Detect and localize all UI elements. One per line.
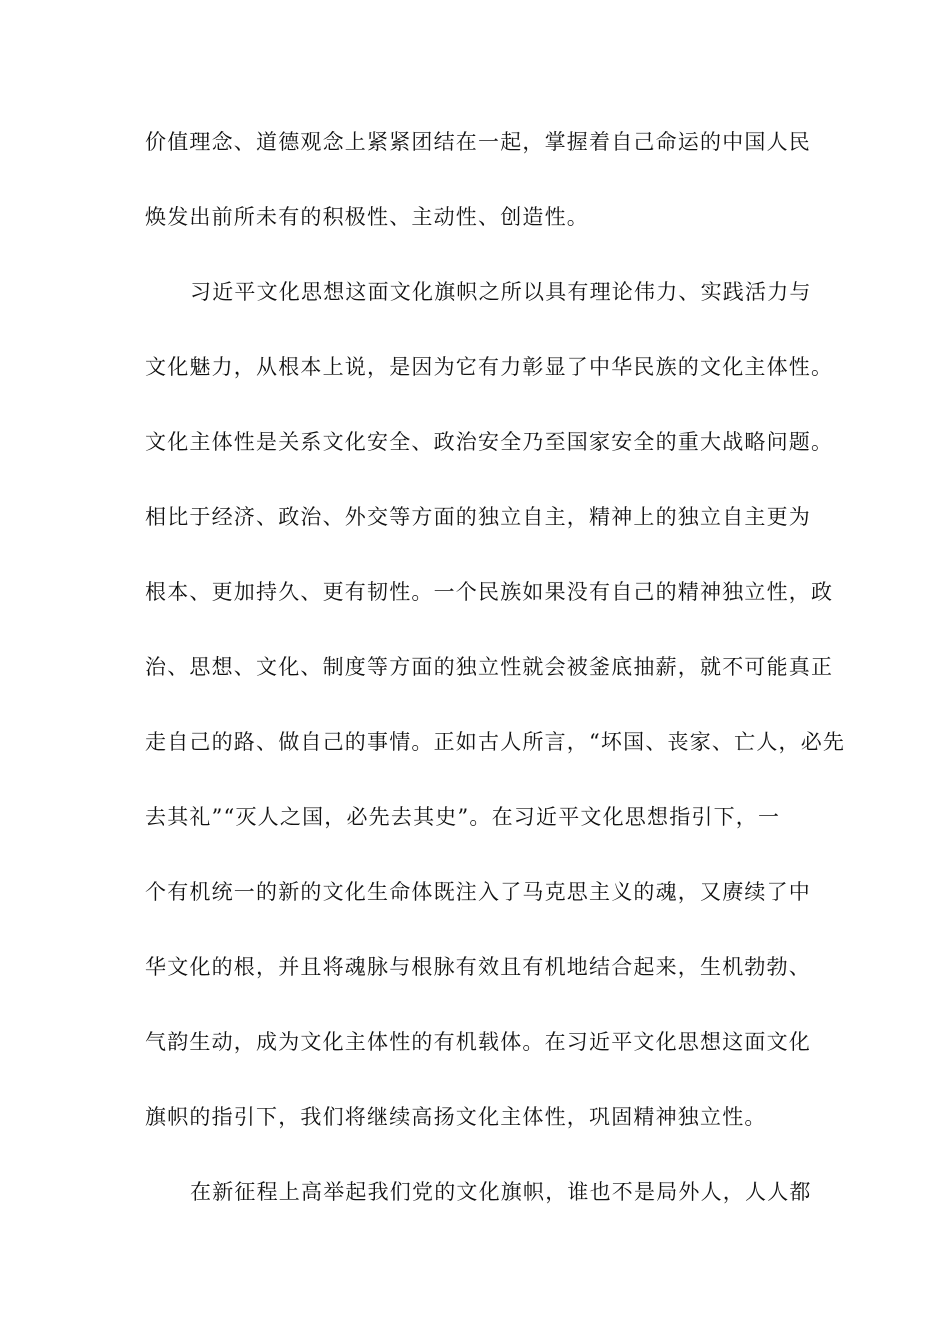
text-line: 治、思想、文化、制度等方面的独立性就会被釜底抽薪，就不可能真正 xyxy=(145,655,834,679)
text-line: 价值理念、道德观念上紧紧团结在一起，掌握着自己命运的中国人民 xyxy=(145,130,811,154)
text-line: 旗帜的指引下，我们将继续高扬文化主体性，巩固精神独立性。 xyxy=(145,1105,767,1129)
text-line: 气韵生动，成为文化主体性的有机载体。在习近平文化思想这面文化 xyxy=(145,1030,811,1054)
paragraph-first-line: 习近平文化思想这面文化旗帜之所以具有理论伟力、实践活力与 xyxy=(190,280,812,304)
text-line: 个有机统一的新的文化生命体既注入了马克思主义的魂，又赓续了中 xyxy=(145,880,811,904)
text-line: 文化主体性是关系文化安全、政治安全乃至国家安全的重大战略问题。 xyxy=(145,430,834,454)
text-line: 焕发出前所未有的积极性、主动性、创造性。 xyxy=(145,205,589,229)
text-line: 去其礼”“灭人之国，必先去其史”。在习近平文化思想指引下，一 xyxy=(145,805,781,829)
text-line: 根本、更加持久、更有韧性。一个民族如果没有自己的精神独立性，政 xyxy=(145,580,834,604)
text-line: 相比于经济、政治、外交等方面的独立自主，精神上的独立自主更为 xyxy=(145,505,811,529)
text-line: 华文化的根，并且将魂脉与根脉有效且有机地结合起来，生机勃勃、 xyxy=(145,955,811,979)
paragraph-first-line: 在新征程上高举起我们党的文化旗帜，谁也不是局外人，人人都 xyxy=(190,1180,812,1204)
text-line: 走自己的路、做自己的事情。正如古人所言，“坏国、丧家、亡人，必先 xyxy=(145,730,846,754)
text-line: 文化魅力，从根本上说，是因为它有力彰显了中华民族的文化主体性。 xyxy=(145,355,834,379)
